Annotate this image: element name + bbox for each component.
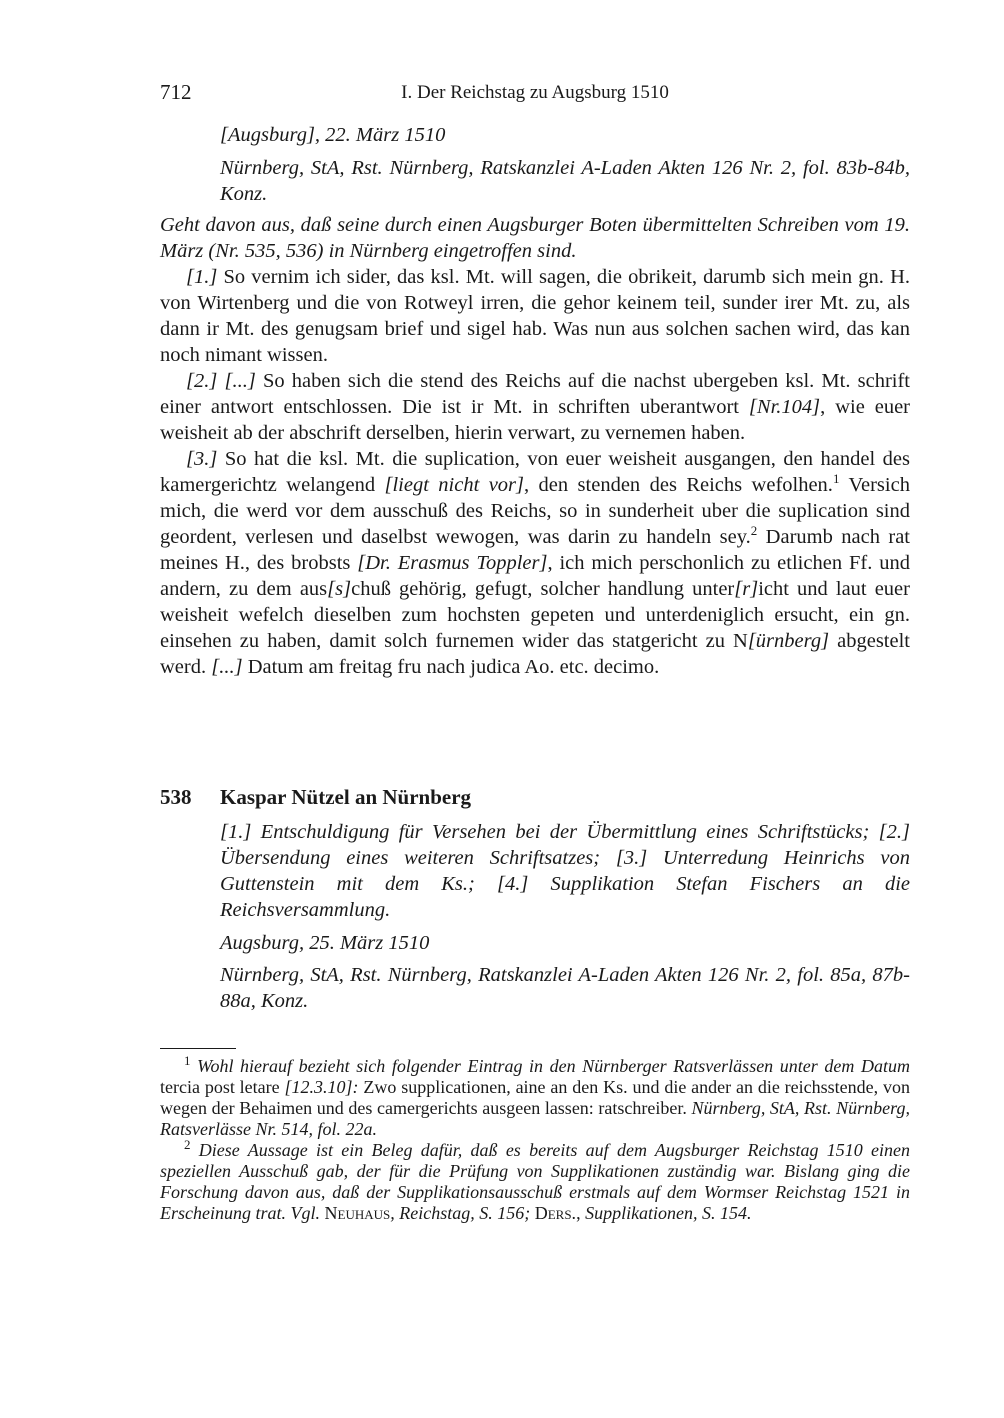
text-segment: , ich mich perschonlich zu etlichen Ff. und andern, zu dem aus (160, 552, 910, 600)
text-segment: [Nr.104] (748, 396, 821, 418)
text-segment: [liegt nicht vor] (384, 474, 525, 496)
text-segment: [Dr. Erasmus Toppler] (357, 552, 548, 574)
text-segment: Ders. (534, 1203, 577, 1223)
text-segment: So hat die ksl. Mt. die suplication, von euer weisheit ausgangen, den handel des kamergerichtz welangend (160, 448, 910, 496)
doc537-body (160, 212, 910, 680)
text-segment: Zwo supplicationen, aine an den Ks. und die ander an die reichsstende, von wegen der Behaimen und des camergerichts ausgeen lassen: ratschreiber. (160, 1077, 911, 1118)
text-segment: [12.3.10]: (284, 1077, 359, 1097)
text-segment: [3.] (186, 448, 218, 470)
text-segment: tercia post letare (160, 1077, 285, 1097)
text-segment: [1.] (186, 266, 218, 288)
text-segment: Darumb nach rat meines H., des brobsts (160, 526, 910, 574)
text-segment: [r] (734, 578, 759, 600)
footnote-marker: 1 (184, 1053, 191, 1068)
footnote (160, 1053, 911, 1140)
text-segment: icht und laut euer weisheit wefelch dieselben zum hochsten gepeten und unterdeniglich ersucht, ein gn. einsehen zu haben, damit solch furnemen wider das statgericht zu N (160, 578, 910, 652)
text-segment: chuß gehörig, gefugt, solcher handlung unter (351, 578, 735, 600)
running-title: I. Der Reichstag zu Augsburg 1510 (401, 82, 669, 103)
doc538-heading (160, 785, 471, 810)
text-segment: Neuhaus (324, 1203, 391, 1223)
text-segment: [s] (327, 578, 352, 600)
text-segment: So vernim ich sider, das ksl. Mt. will sagen, die obrikeit, darumb sich mein gn. H. von Wirtenberg und die von Rotweyl irren, die gehor keinem teil, sunder irer Mt. zu, als dann ir Mt. des genugsam brief und sigel hab. Was nun aus solchen sachen wird, das kan noch nimant wissen. (160, 266, 910, 366)
doc538-number: 538 (160, 785, 192, 809)
paragraph (160, 446, 910, 680)
doc537-source: Nürnberg, StA, Rst. Nürnberg, Ratskanzlei A-Laden Akten 126 Nr. 2, fol. 83b-84b, Konz. (220, 157, 910, 205)
text-segment: Versich mich, die werd vor dem ausschuß des Reichs, so in sunderheit uber die suplication sind geordent, verlesen und daselbst wewogen, was darin zu handeln sey. (160, 474, 910, 548)
footnote-marker: 1 (832, 471, 840, 487)
footnote-rule (160, 1048, 236, 1049)
text-segment: So haben sich die stend des Reichs auf die nachst ubergeben ksl. Mt. schrift einer antwort entschlossen. Die ist ir Mt. in schriften uberantwort (160, 370, 910, 418)
footnote (160, 1137, 910, 1224)
text-segment: [ürnberg] (747, 630, 830, 652)
doc538-date: Augsburg, 25. März 1510 (220, 932, 430, 954)
text-segment: , den stenden des Reichs wefolhen. (524, 474, 833, 496)
text-segment: Nürnberg, StA, Rst. Nürnberg, Ratsverlässe Nr. 514, fol. 22a. (160, 1098, 910, 1139)
text-segment: [...] (211, 656, 243, 678)
text-segment: Datum am freitag fru nach judica Ao. etc. decimo. (242, 656, 660, 678)
doc537-date: [Augsburg], 22. März 1510 (220, 124, 446, 146)
text-segment: [2.] [...] (186, 370, 256, 392)
text-segment: Wohl hierauf bezieht sich folgender Eintrag in den Nürnberger Ratsverlässen unter dem Datum (190, 1056, 910, 1076)
text-segment: abgestelt werd. (160, 630, 910, 678)
paragraph (160, 368, 910, 446)
doc538-source: Nürnberg, StA, Rst. Nürnberg, Ratskanzlei A-Laden Akten 126 Nr. 2, fol. 85a, 87b-88a, Konz. (220, 964, 910, 1012)
paragraph (160, 212, 910, 264)
text-segment: Diese Aussage ist ein Beleg dafür, daß es bereits auf dem Augsburger Reichstag 1510 einen speziellen Ausschuß gab, der für die Prüfung von Supplikationen zuständig war. Bislang ging die Forschung davon aus, daß der Supplikationsausschuß erstmals auf dem Wormser Reichstag 1521 in Erscheinung trat. Vgl. (160, 1140, 910, 1223)
text-segment: , wie euer weisheit ab der abschrift derselben, hierin verwart, zu vernemen haben. (160, 396, 911, 444)
footnotes (160, 1053, 911, 1224)
footnote-marker: 2 (750, 523, 758, 539)
doc538-title: Kaspar Nützel an Nürnberg (220, 785, 472, 809)
text-segment: , Reichstag, S. 156; (390, 1203, 535, 1223)
page-number: 712 (160, 80, 192, 104)
text-segment: Supplikationen, S. 154. (585, 1203, 752, 1223)
paragraph (160, 264, 910, 368)
text-segment: , (576, 1203, 586, 1223)
footnote-marker: 2 (184, 1137, 191, 1152)
doc538-summary: [1.] Entschuldigung für Versehen bei der Übermittlung eines Schriftstücks; [2.] Übersendung eines weiteren Schriftsatzes; [3.] Unterredung Heinrichs von Guttenstein mit dem Ks.; [4.] Supplikation Stefan Fischers an die Reichsversammlung. (220, 821, 910, 921)
text-segment: Geht davon aus, daß seine durch einen Augsburger Boten übermittelten Schreiben vom 19. März (Nr. 535, 536) in Nürnberg eingetroffen sind. (160, 214, 910, 262)
